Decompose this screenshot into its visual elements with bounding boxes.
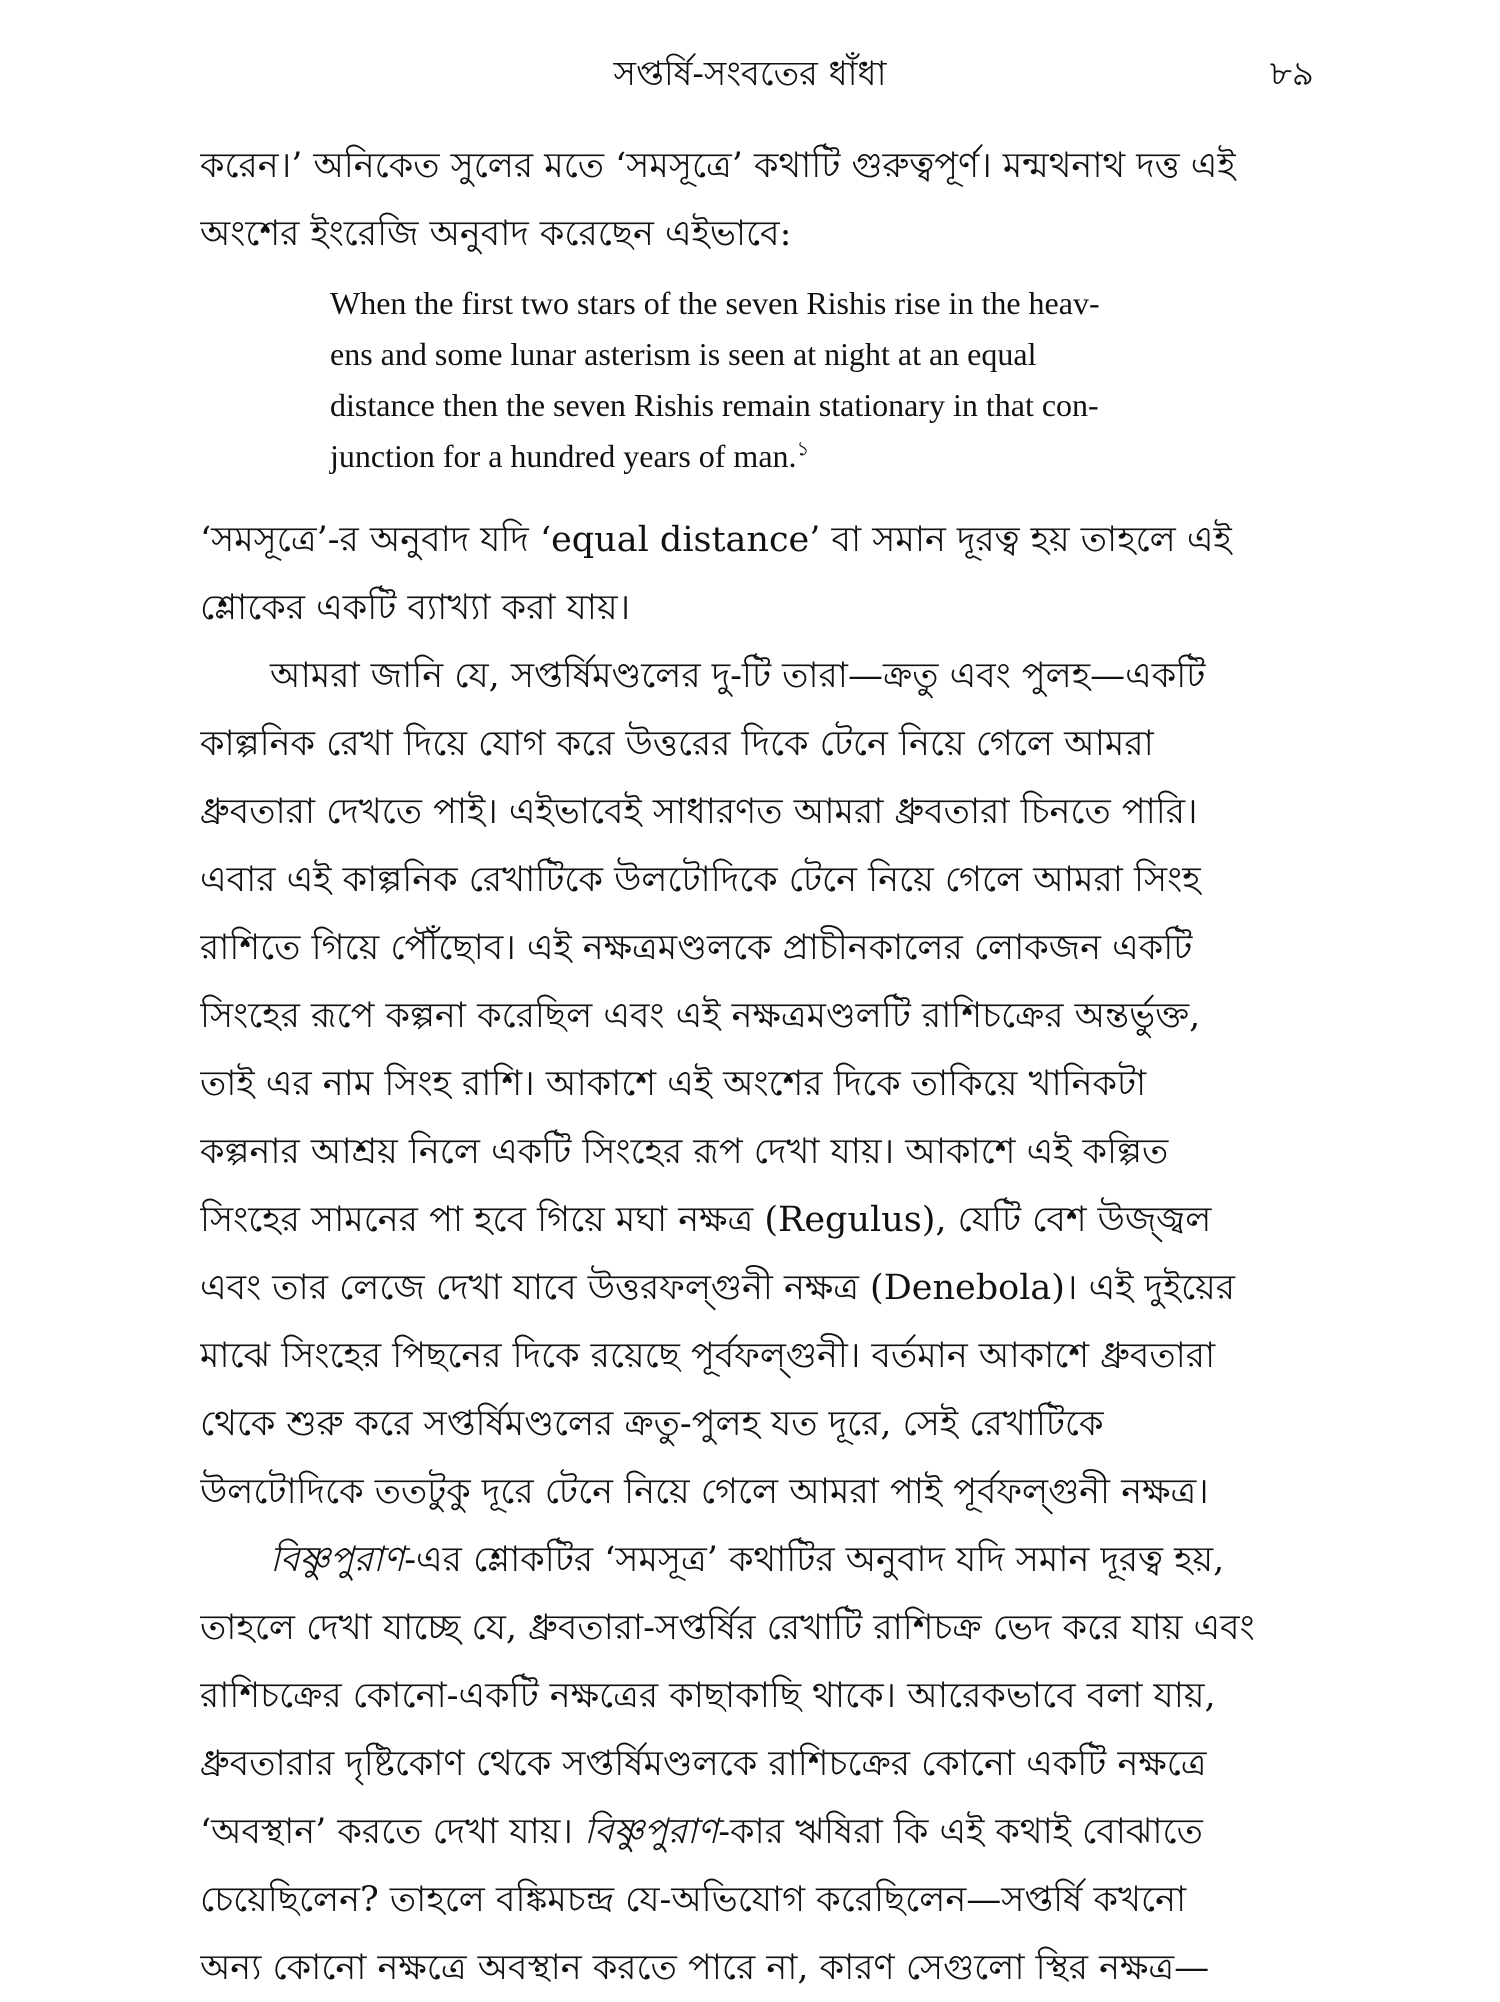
text-line: শ্লোকের একটি ব্যাখ্যা করা যায়। <box>200 588 631 628</box>
quote-line: distance then the seven Rishis remain stationary in that con- <box>330 387 1099 423</box>
body-text <box>200 132 1305 2002</box>
text-line: এবং তার লেজে দেখা যাবে উত্তরফল্গুনী নক্ষত্র (Denebola)। এই দুইয়ের <box>200 1268 1236 1308</box>
text-line: করেন।’ অনিকেত সুলের মতে ‘সমসূত্রে’ কথাটি গুরুত্বপূর্ণ। মন্মথনাথ দত্ত এই <box>200 146 1236 186</box>
text-line: কল্পনার আশ্রয় নিলে একটি সিংহের রূপ দেখা যায়। আকাশে এই কল্পিত <box>200 1132 1169 1172</box>
italic-title: বিষ্ণুপুরাণ <box>583 1812 719 1852</box>
text-line: চেয়েছিলেন? তাহলে বঙ্কিমচন্দ্র যে-অভিযোগ করেছিলেন—সপ্তর্ষি কখনো <box>200 1880 1187 1920</box>
quote-line <box>330 431 1305 482</box>
quote-line: ens and some lunar asterism is seen at night at an equal <box>330 336 1037 372</box>
text-line: কাল্পনিক রেখা দিয়ে যোগ করে উত্তরের দিকে টেনে নিয়ে গেলে আমরা <box>200 724 1154 764</box>
paragraph-3 <box>200 642 1305 1526</box>
page-number: ৮৯ <box>1269 54 1314 94</box>
text-line: আমরা জানি যে, সপ্তর্ষিমণ্ডলের দু-টি তারা—ক্রতু এবং পুলহ—একটি <box>270 656 1206 696</box>
paragraph-1 <box>200 132 1305 268</box>
footnote-marker: ১ <box>796 438 810 461</box>
text-line: অন্য কোনো নক্ষত্রে অবস্থান করতে পারে না, কারণ সেগুলো স্থির নক্ষত্র— <box>200 1948 1210 1988</box>
text-line: তাহলে দেখা যাচ্ছে যে, ধ্রুবতারা-সপ্তর্ষির রেখাটি রাশিচক্র ভেদ করে যায় এবং <box>200 1608 1255 1648</box>
text-line: সিংহের সামনের পা হবে গিয়ে মঘা নক্ষত্র (Regulus), যেটি বেশ উজ্জ্বল <box>200 1200 1212 1240</box>
block-quote <box>330 278 1305 482</box>
text-line: সিংহের রূপে কল্পনা করেছিল এবং এই নক্ষত্রমণ্ডলটি রাশিচক্রের অন্তর্ভুক্ত, <box>200 996 1201 1036</box>
text-line: তাই এর নাম সিংহ রাশি। আকাশে এই অংশের দিকে তাকিয়ে খানিকটা <box>200 1064 1147 1104</box>
quote-line: When the first two stars of the seven Rishis rise in the heav- <box>330 285 1100 321</box>
text-line: থেকে শুরু করে সপ্তর্ষিমণ্ডলের ক্রতু-পুলহ যত দূরে, সেই রেখাটিকে <box>200 1404 1104 1444</box>
italic-title: বিষ্ণুপুরাণ <box>270 1540 405 1580</box>
running-head: সপ্তর্ষি-সংবতের ধাঁধা <box>613 54 887 94</box>
text-line: রাশিচক্রের কোনো-একটি নক্ষত্রের কাছাকাছি থাকে। আরেকভাবে বলা যায়, <box>200 1676 1216 1716</box>
text-line: রাশিতে গিয়ে পৌঁছোব। এই নক্ষত্রমণ্ডলকে প্রাচীনকালের লোকজন একটি <box>200 928 1193 968</box>
text-line: ধ্রুবতারার দৃষ্টিকোণ থেকে সপ্তর্ষিমণ্ডলকে রাশিচক্রের কোনো একটি নক্ষত্রে <box>200 1744 1207 1784</box>
text-line: এবার এই কাল্পনিক রেখাটিকে উলটোদিকে টেনে নিয়ে গেলে আমরা সিংহ <box>200 860 1201 900</box>
quote-last-line-text: junction for a hundred years of man. <box>330 438 797 474</box>
text-line: ধ্রুবতারা দেখতে পাই। এইভাবেই সাধারণত আমরা ধ্রুবতারা চিনতে পারি। <box>200 792 1198 832</box>
text-line: মাঝে সিংহের পিছনের দিকে রয়েছে পূর্বফল্গুনী। বর্তমান আকাশে ধ্রুবতারা <box>200 1336 1216 1376</box>
inline-text: ‘অবস্থান’ করতে দেখা যায়। <box>200 1812 584 1852</box>
text-line <box>200 1526 1305 1594</box>
inline-text: -কার ঋষিরা কি এই কথাই বোঝাতে <box>718 1812 1203 1852</box>
text-line: অংশের ইংরেজি অনুবাদ করেছেন এইভাবে: <box>200 214 792 254</box>
text-line: উলটোদিকে ততটুকু দূরে টেনে নিয়ে গেলে আমরা পাই পূর্বফল্গুনী নক্ষত্র। <box>200 1472 1209 1512</box>
text-line: ‘সমসূত্রে’-র অনুবাদ যদি ‘equal distance’ বা সমান দূরত্ব হয় তাহলে এই <box>200 520 1232 560</box>
inline-text: -এর শ্লোকটির ‘সমসূত্র’ কথাটির অনুবাদ যদি সমান দূরত্ব হয়, <box>404 1540 1225 1580</box>
text-line <box>200 1798 1305 1866</box>
paragraph-2 <box>200 506 1305 642</box>
paragraph-4 <box>200 1526 1305 2002</box>
